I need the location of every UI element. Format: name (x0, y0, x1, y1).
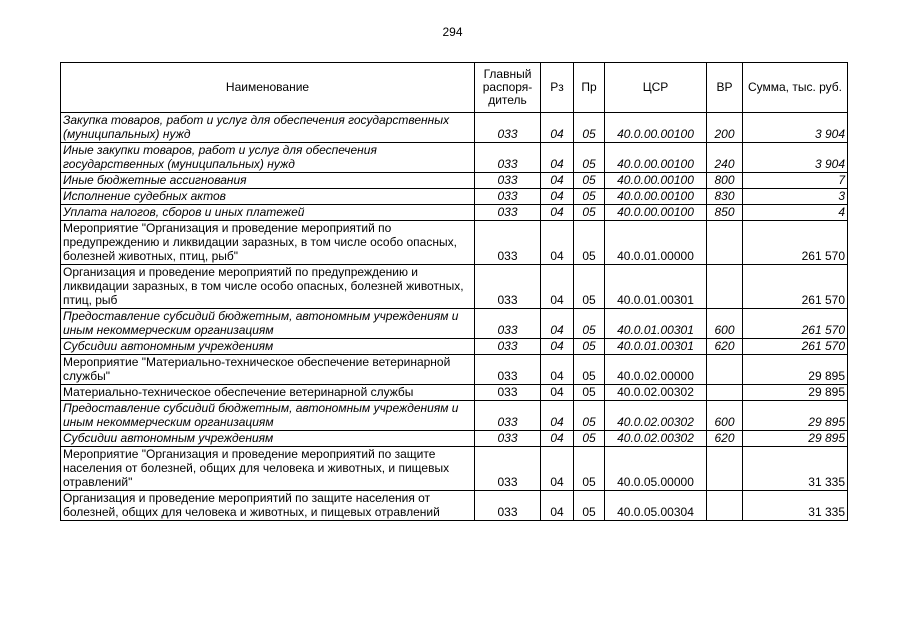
cell-rz: 04 (541, 401, 574, 431)
cell-csr: 40.0.01.00301 (605, 265, 707, 309)
cell-sum: 261 570 (743, 265, 848, 309)
cell-chief: 033 (475, 385, 541, 401)
cell-pr: 05 (574, 309, 605, 339)
cell-chief: 033 (475, 205, 541, 221)
cell-rz: 04 (541, 113, 574, 143)
cell-csr: 40.0.00.00100 (605, 205, 707, 221)
cell-csr: 40.0.01.00301 (605, 339, 707, 355)
table-row (61, 385, 848, 401)
cell-sum: 261 570 (743, 339, 848, 355)
table-row (61, 491, 848, 521)
cell-rz: 04 (541, 491, 574, 521)
cell-csr: 40.0.02.00302 (605, 431, 707, 447)
cell-pr: 05 (574, 355, 605, 385)
cell-name: Иные бюджетные ассигнования (61, 173, 475, 189)
cell-name: Мероприятие "Организация и проведение мероприятий по защите населения от болезней, общих для человека и животных, и пищевых отравлений" (61, 447, 475, 491)
cell-chief: 033 (475, 221, 541, 265)
cell-chief: 033 (475, 189, 541, 205)
cell-sum: 261 570 (743, 309, 848, 339)
cell-pr: 05 (574, 143, 605, 173)
cell-name: Мероприятие "Организация и проведение мероприятий по предупреждению и ликвидации заразных, в том числе особо опасных, болезней животных, птиц, рыб" (61, 221, 475, 265)
cell-pr: 05 (574, 205, 605, 221)
cell-csr: 40.0.01.00301 (605, 309, 707, 339)
table-row (61, 143, 848, 173)
cell-csr: 40.0.02.00000 (605, 355, 707, 385)
cell-rz: 04 (541, 221, 574, 265)
cell-csr: 40.0.05.00304 (605, 491, 707, 521)
table-row (61, 173, 848, 189)
cell-name: Закупка товаров, работ и услуг для обеспечения государственных (муниципальных) нужд (61, 113, 475, 143)
cell-pr: 05 (574, 385, 605, 401)
cell-pr: 05 (574, 401, 605, 431)
cell-chief: 033 (475, 447, 541, 491)
header-pr: Пр (574, 63, 605, 113)
cell-sum: 261 570 (743, 221, 848, 265)
budget-table (60, 62, 848, 521)
cell-sum: 3 (743, 189, 848, 205)
cell-vr: 850 (707, 205, 743, 221)
cell-name: Уплата налогов, сборов и иных платежей (61, 205, 475, 221)
cell-vr: 800 (707, 173, 743, 189)
cell-pr: 05 (574, 491, 605, 521)
cell-vr (707, 447, 743, 491)
cell-name: Предоставление субсидий бюджетным, автономным учреждениям и иным некоммерческим организациям (61, 401, 475, 431)
cell-name: Организация и проведение мероприятий по предупреждению и ликвидации заразных, в том числе особо опасных, болезней животных, птиц, рыб (61, 265, 475, 309)
cell-pr: 05 (574, 113, 605, 143)
cell-chief: 033 (475, 431, 541, 447)
cell-pr: 05 (574, 265, 605, 309)
cell-pr: 05 (574, 339, 605, 355)
cell-vr: 200 (707, 113, 743, 143)
cell-rz: 04 (541, 143, 574, 173)
cell-chief: 033 (475, 355, 541, 385)
table-body (61, 113, 848, 521)
page-number: 294 (442, 25, 463, 39)
cell-sum: 4 (743, 205, 848, 221)
table-row (61, 205, 848, 221)
cell-sum: 29 895 (743, 355, 848, 385)
cell-name: Субсидии автономным учреждениям (61, 431, 475, 447)
cell-csr: 40.0.01.00000 (605, 221, 707, 265)
cell-rz: 04 (541, 173, 574, 189)
cell-chief: 033 (475, 113, 541, 143)
cell-rz: 04 (541, 205, 574, 221)
cell-rz: 04 (541, 385, 574, 401)
cell-name: Мероприятие "Материально-техническое обеспечение ветеринарной службы" (61, 355, 475, 385)
cell-sum: 29 895 (743, 431, 848, 447)
table-row (61, 339, 848, 355)
table-header-row (61, 63, 848, 113)
cell-chief: 033 (475, 173, 541, 189)
cell-name: Материально-техническое обеспечение ветеринарной службы (61, 385, 475, 401)
cell-name: Иные закупки товаров, работ и услуг для обеспечения государственных (муниципальных) нужд (61, 143, 475, 173)
cell-vr: 620 (707, 431, 743, 447)
cell-csr: 40.0.00.00100 (605, 143, 707, 173)
cell-csr: 40.0.00.00100 (605, 189, 707, 205)
cell-vr: 600 (707, 309, 743, 339)
table-row (61, 265, 848, 309)
header-name: Наименование (61, 63, 475, 113)
cell-pr: 05 (574, 173, 605, 189)
cell-name: Предоставление субсидий бюджетным, автономным учреждениям и иным некоммерческим организациям (61, 309, 475, 339)
cell-pr: 05 (574, 431, 605, 447)
cell-sum: 29 895 (743, 401, 848, 431)
cell-rz: 04 (541, 339, 574, 355)
cell-pr: 05 (574, 189, 605, 205)
table-row (61, 431, 848, 447)
table-row (61, 355, 848, 385)
header-rz: Рз (541, 63, 574, 113)
cell-vr (707, 265, 743, 309)
cell-name: Организация и проведение мероприятий по защите населения от болезней, общих для человека и животных, и пищевых отравлений (61, 491, 475, 521)
cell-sum: 31 335 (743, 491, 848, 521)
cell-rz: 04 (541, 355, 574, 385)
cell-vr: 830 (707, 189, 743, 205)
cell-csr: 40.0.00.00100 (605, 173, 707, 189)
cell-name: Исполнение судебных актов (61, 189, 475, 205)
cell-sum: 29 895 (743, 385, 848, 401)
cell-csr: 40.0.02.00302 (605, 385, 707, 401)
cell-chief: 033 (475, 401, 541, 431)
table-row (61, 309, 848, 339)
cell-chief: 033 (475, 265, 541, 309)
cell-name: Субсидии автономным учреждениям (61, 339, 475, 355)
cell-vr: 620 (707, 339, 743, 355)
cell-pr: 05 (574, 221, 605, 265)
header-chief: Главный распоря-дитель (475, 63, 541, 113)
cell-chief: 033 (475, 309, 541, 339)
cell-chief: 033 (475, 491, 541, 521)
cell-csr: 40.0.05.00000 (605, 447, 707, 491)
header-csr: ЦСР (605, 63, 707, 113)
cell-rz: 04 (541, 265, 574, 309)
cell-vr (707, 355, 743, 385)
table-row (61, 447, 848, 491)
cell-vr (707, 491, 743, 521)
cell-sum: 31 335 (743, 447, 848, 491)
cell-csr: 40.0.00.00100 (605, 113, 707, 143)
cell-pr: 05 (574, 447, 605, 491)
cell-sum: 7 (743, 173, 848, 189)
header-sum: Сумма, тыс. руб. (743, 63, 848, 113)
table-row (61, 113, 848, 143)
cell-chief: 033 (475, 339, 541, 355)
cell-sum: 3 904 (743, 113, 848, 143)
table-row (61, 221, 848, 265)
cell-vr: 240 (707, 143, 743, 173)
cell-rz: 04 (541, 309, 574, 339)
cell-vr (707, 221, 743, 265)
cell-rz: 04 (541, 189, 574, 205)
cell-sum: 3 904 (743, 143, 848, 173)
cell-vr: 600 (707, 401, 743, 431)
header-vr: ВР (707, 63, 743, 113)
cell-rz: 04 (541, 431, 574, 447)
cell-csr: 40.0.02.00302 (605, 401, 707, 431)
table-row (61, 401, 848, 431)
cell-chief: 033 (475, 143, 541, 173)
table-row (61, 189, 848, 205)
cell-rz: 04 (541, 447, 574, 491)
cell-vr (707, 385, 743, 401)
